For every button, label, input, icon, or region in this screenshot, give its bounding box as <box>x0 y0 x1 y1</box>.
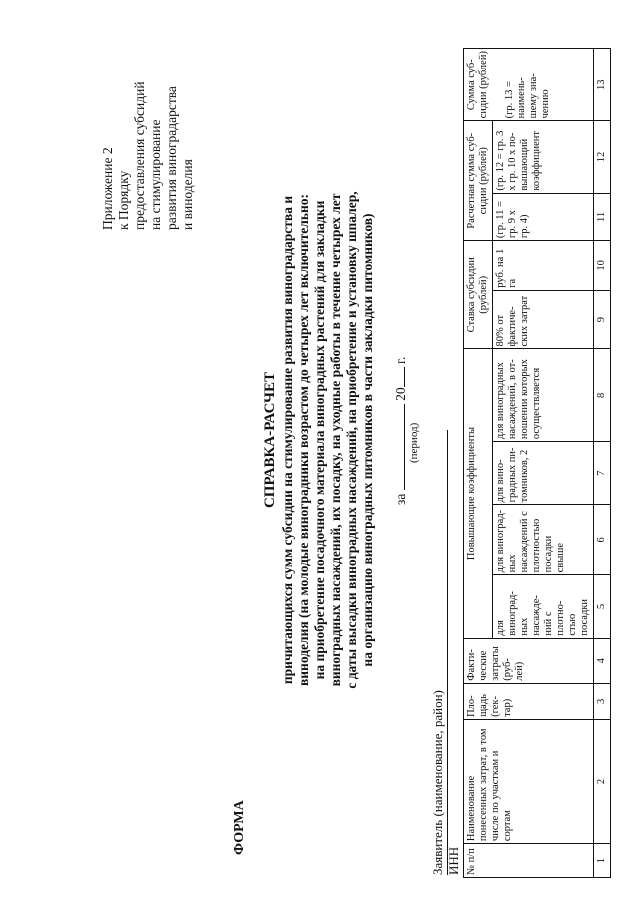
title-line: на организацию виноградных питомников в части закладки питомников) <box>360 213 375 667</box>
document-title <box>262 125 376 755</box>
period-prefix: за <box>393 493 408 505</box>
period-year: 20 <box>393 387 408 401</box>
header-costs: Факти- ческие затраты (руб- лей) <box>464 638 594 683</box>
table-row: 11 <box>594 193 611 240</box>
table-row: 7 <box>594 442 611 505</box>
header-area: Пло- щадь (гек- тар) <box>464 683 594 719</box>
title-main: СПРАВКА-РАСЧЕТ <box>262 371 278 509</box>
annex-block <box>100 20 196 230</box>
table-number-row <box>594 49 611 878</box>
period-suffix: г. <box>393 356 408 365</box>
header-rate: Ставка субсидии (рублей) <box>464 241 493 349</box>
table-row: 8 <box>594 349 611 442</box>
header-sum: Сумма суб- сидии (рублей) (гр. 13 = наимень- шему зна- чению <box>464 49 594 121</box>
coef-cell: для виноградных насаждений, в от- ношении которых осуществляется <box>493 349 594 442</box>
title-line: на приобретение посадочного материала виноградных растений для закладки <box>312 200 327 680</box>
header-num: № п/п <box>464 844 594 878</box>
annex-line: предоставления субсидий <box>132 81 147 230</box>
coef-cell: для виноград- ных насаждений с плотностью посадки свыше <box>493 505 594 575</box>
table-header-row <box>464 49 493 878</box>
rate-cell: руб. на 1 га <box>493 241 594 291</box>
rate-cell: 80% от фактиче- ских затрат <box>493 290 594 349</box>
annex-line: развития виноградарства <box>164 86 179 230</box>
table-row: 10 <box>594 241 611 291</box>
sum-formula: (гр. 13 = наимень- шему зна- чению <box>504 73 551 119</box>
period-blank <box>392 404 405 490</box>
form-label: ФОРМА <box>232 800 247 855</box>
applicant-field: Заявитель (наименование, район) <box>430 430 448 875</box>
calc-cell: (гр. 12 = гр. 3 x гр. 10 x по- вышающий коэффициент <box>493 121 594 193</box>
table-row: 5 <box>594 575 611 638</box>
year-blank <box>392 367 405 387</box>
title-line: виноделия (на молодые виноградники возрастом до четырех лет включительно: <box>296 193 311 687</box>
period-caption: (период) <box>408 422 420 463</box>
title-line: причитающихся сумм субсидии на стимулирование развития виноградарства и <box>280 195 295 685</box>
header-name: Наименование понесенных затрат, в том числе по участкам и сортам <box>464 719 594 843</box>
annex-line: Приложение 2 <box>100 147 115 230</box>
inn-field: ИНН <box>446 430 464 875</box>
header-calc: Расчетная сумма суб- сидии (рублей) <box>464 121 493 241</box>
coef-cell: для вино- градных пи- томников, 2 <box>493 442 594 505</box>
coef-cell: для виноград- ных насажде- ний с плотно- стью посадки <box>493 575 594 638</box>
table-row: 13 <box>594 49 611 121</box>
title-line: виноградных насаждений, их посадку, на уходные работы в течение четырех лет <box>328 193 343 687</box>
annex-line: и виноделия <box>180 159 195 230</box>
table-row: 1 <box>594 844 611 878</box>
title-line: с даты высадки виноградных насаждений, на приобретение и установку шпалер, <box>344 191 359 689</box>
table-row: 3 <box>594 683 611 719</box>
header-coefficients: Повышающие коэффициенты <box>464 349 493 638</box>
calculation-table <box>463 48 611 878</box>
table-row: 6 <box>594 505 611 575</box>
period-line <box>392 357 409 505</box>
annex-line: к Порядку <box>116 170 131 230</box>
table-row: 2 <box>594 719 611 843</box>
annex-line: на стимулирование <box>148 119 163 230</box>
calc-cell: (гр. 11 = гр. 9 x гр. 4) <box>493 193 594 240</box>
table-row: 12 <box>594 121 611 193</box>
table-row: 9 <box>594 290 611 349</box>
table-row: 4 <box>594 638 611 683</box>
